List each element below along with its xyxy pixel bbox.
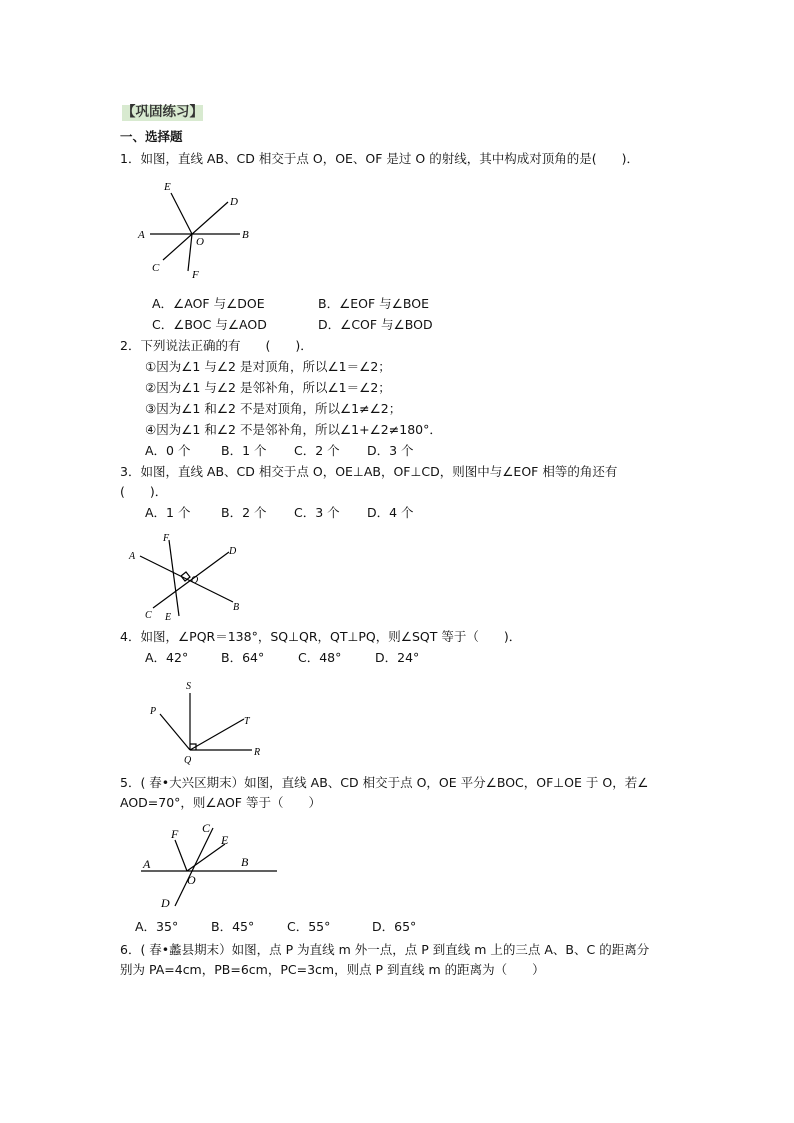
q5-label-c: C (202, 821, 211, 835)
q3-label-d: D (229, 546, 237, 557)
q4-figure (140, 676, 270, 766)
q1-label-e: E (164, 181, 171, 193)
q4-option-c: C．48° (298, 650, 342, 665)
q5-option-c: C．55° (287, 919, 331, 934)
q5-label-e: E (221, 833, 229, 847)
q5-option-d: D．65° (372, 919, 417, 934)
q5-stem-line1: 5．( 春•大兴区期末）如图，直线 AB、CD 相交于点 O，OE 平分∠BOC，OF⊥OE 于 O，若∠ (120, 775, 649, 790)
q2-option-d: D．3 个 (367, 443, 414, 458)
q6-stem-line1: 6．( 春•蠡县期末）如图，点 P 为直线 m 外一点，点 P 到直线 m 上的三点 A、B、C 的距离分 (120, 942, 650, 957)
q5-line-cd (175, 828, 213, 906)
q1-label-o: O (196, 236, 204, 248)
q2-statement-4: ④因为∠1 和∠2 不是邻补角，所以∠1+∠2≠180°． (145, 422, 442, 437)
q1-ray-oe (171, 193, 192, 234)
q3-line-ab (140, 556, 233, 602)
q4-option-d: D．24° (375, 650, 420, 665)
q4-label-p: P (150, 706, 157, 717)
q1-figure (130, 175, 260, 285)
q2-option-a: A．0 个 (145, 443, 191, 458)
q1-option-d: D．∠COF 与∠BOD (318, 317, 433, 332)
q2-stem: 2．下列说法正确的有 ( )． (120, 338, 313, 353)
q3-line-fe (169, 540, 179, 616)
q1-label-c: C (152, 262, 160, 274)
q1-ray-of (188, 234, 192, 271)
q3-label-a: A (129, 551, 136, 562)
q2-statement-3: ③因为∠1 和∠2 不是对顶角，所以∠1≠∠2； (145, 401, 402, 416)
q6-stem-line2: 别为 PA=4cm，PB=6cm，PC=3cm，则点 P 到直线 m 的距离为（ ） (120, 962, 545, 977)
q5-figure (135, 818, 285, 913)
q4-label-s: S (186, 681, 191, 692)
q4-label-r: R (254, 747, 261, 758)
q1-line-cd (163, 202, 228, 260)
q1-stem: 1．如图，直线 AB、CD 相交于点 O，OE、OF 是过 O 的射线，其中构成对顶角的是( )． (120, 151, 639, 166)
q4-ray-qt (190, 719, 244, 750)
q5-option-b: B．45° (211, 919, 255, 934)
q1-option-c: C．∠BOC 与∠AOD (152, 317, 267, 332)
q5-label-o: O (187, 873, 196, 887)
q1-option-b: B．∠EOF 与∠BOE (318, 296, 429, 311)
q1-label-f: F (192, 269, 199, 281)
q3-option-d: D．4 个 (367, 505, 414, 520)
q5-ray-oe (187, 844, 225, 871)
q1-label-a: A (138, 229, 145, 241)
q5-label-f: F (171, 827, 179, 841)
q2-option-c: C．2 个 (294, 443, 340, 458)
q1-label-d: D (230, 196, 238, 208)
q5-ray-of (175, 840, 187, 871)
q5-label-d: D (161, 896, 170, 910)
q4-option-b: B．64° (221, 650, 265, 665)
q1-label-b: B (242, 229, 249, 241)
q4-stem: 4．如图，∠PQR＝138°，SQ⊥QR，QT⊥PQ，则∠SQT 等于（ )． (120, 629, 522, 644)
part-heading: 一、选择题 (120, 129, 183, 144)
q1-option-a: A．∠AOF 与∠DOE (152, 296, 265, 311)
q5-label-b: B (241, 855, 249, 869)
q2-statement-1: ①因为∠1 与∠2 是对顶角，所以∠1＝∠2； (145, 359, 391, 374)
q5-label-a: A (143, 857, 151, 871)
q5-stem-line2: AOD=70°，则∠AOF 等于（ ） (120, 795, 321, 810)
q3-option-c: C．3 个 (294, 505, 340, 520)
q3-figure (125, 532, 255, 622)
q3-label-c: C (145, 610, 152, 621)
q3-label-e: E (165, 612, 172, 622)
q4-ray-qp (160, 714, 190, 750)
q5-option-a: A．35° (135, 919, 179, 934)
q3-stem-line1: 3．如图，直线 AB、CD 相交于点 O，OE⊥AB，OF⊥CD，则图中与∠EOF 相等的角还有 (120, 464, 618, 479)
q4-option-a: A．42° (145, 650, 189, 665)
q2-option-b: B．1 个 (221, 443, 267, 458)
q3-stem-line2: ( )． (120, 484, 168, 499)
q4-label-q: Q (184, 755, 192, 766)
q3-label-o: O (191, 575, 199, 586)
q2-statement-2: ②因为∠1 与∠2 是邻补角，所以∠1＝∠2； (145, 380, 391, 395)
q3-label-b: B (233, 602, 240, 613)
q4-label-t: T (244, 716, 250, 727)
q3-option-a: A．1 个 (145, 505, 191, 520)
q3-label-f: F (163, 533, 170, 544)
section-title: 【巩固练习】 (122, 104, 203, 120)
q3-option-b: B．2 个 (221, 505, 267, 520)
